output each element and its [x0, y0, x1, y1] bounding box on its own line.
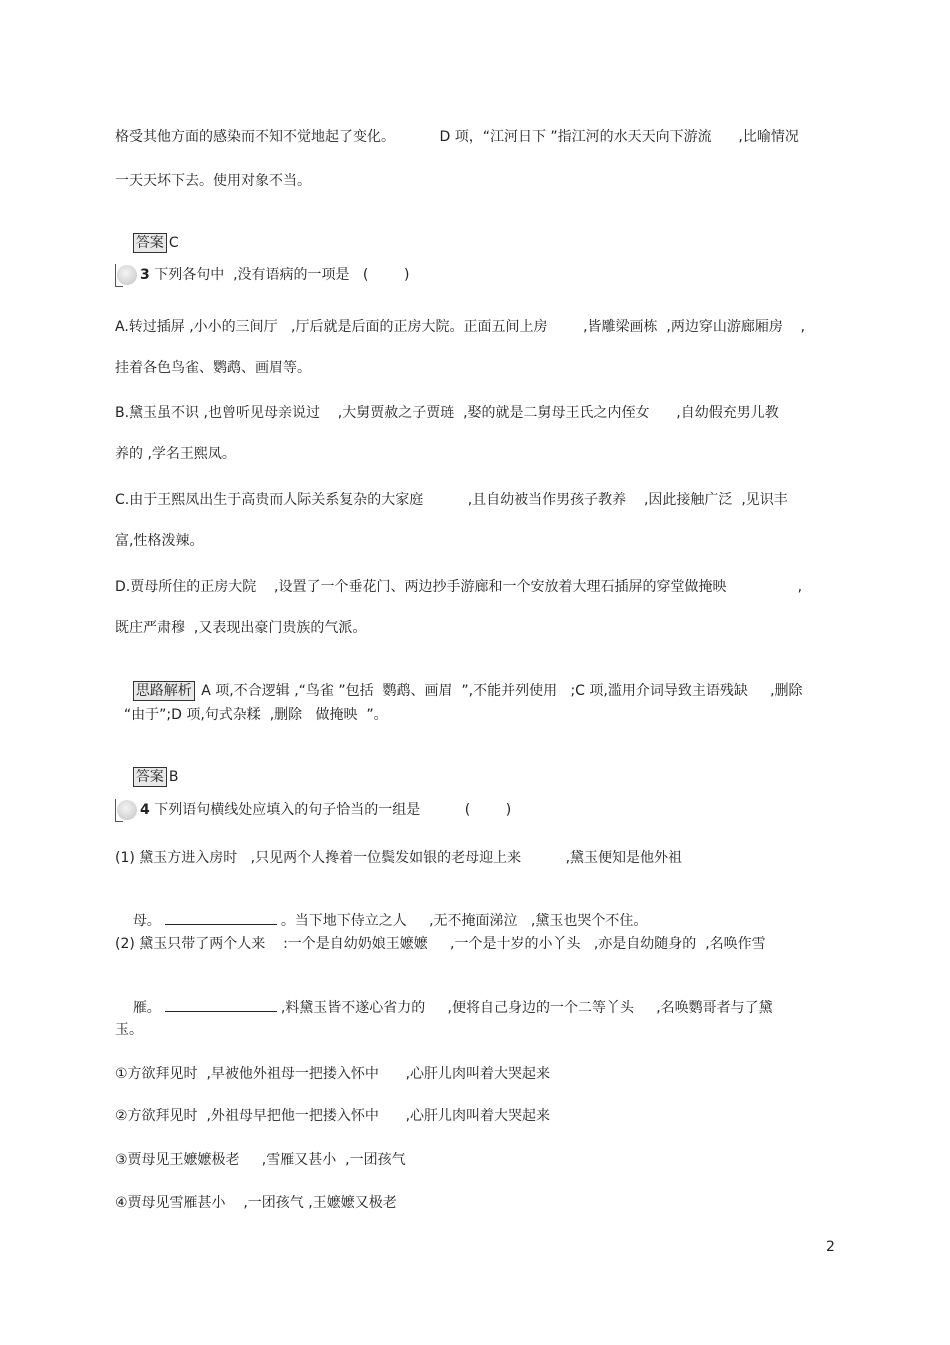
- question-text: 下列语句横线处应填入的句子恰当的一组是 ( ): [149, 802, 512, 818]
- option-d-line: D.贾母所住的正房大院 ,设置了一个垂花门、两边抄手游廊和一个安放着大理石插屏的穿堂做掩映 ,: [115, 579, 803, 595]
- answer-value: C: [168, 235, 179, 251]
- option-b-line: 养的 ,学名王熙凤。: [115, 446, 236, 462]
- answer-label: 答案: [133, 767, 167, 787]
- passage-line: (2) 黛玉只带了两个人来 :一个是自幼奶娘王嬷嬷 ,一个是十岁的小丫头 ,亦是自幼随身的 ,名唤作雪: [115, 936, 766, 952]
- option-c-line: 富,性格泼辣。: [115, 533, 204, 549]
- question-3-stem: [115, 264, 409, 286]
- answer-line: [115, 747, 178, 807]
- choice-item: ①方欲拜见时 ,早被他外祖母一把搂入怀中 ,心肝儿肉叫着大哭起来: [115, 1066, 551, 1082]
- explanation-label: 思路解析: [133, 681, 195, 701]
- passage-text: 母。: [132, 913, 161, 929]
- question-4-stem: [115, 799, 511, 821]
- option-a-line: 挂着各色鸟雀、鹦鹉、画眉等。: [115, 360, 311, 376]
- option-b-line: B.黛玉虽不识 ,也曾听见母亲说过 ,大舅贾赦之子贾琏 ,娶的就是二舅母王氏之内侄女 ,自幼假充男儿教: [115, 405, 779, 421]
- question-number: 3: [140, 267, 150, 283]
- answer-value: B: [168, 769, 179, 785]
- passage-line: (1) 黛玉方进入房时 ,只见两个人搀着一位鬓发如银的老母迎上来 ,黛玉便知是他外祖: [115, 850, 683, 866]
- passage-line: [115, 977, 773, 1038]
- passage-text: ,料黛玉皆不遂心省力的 ,便将自己身边的一个二等丫头 ,名唤鹦哥者与了黛: [280, 1000, 773, 1016]
- choice-item: ③贾母见王嬷嬷极老 ,雪雁又甚小 ,一团孩气: [115, 1152, 406, 1168]
- text-line: 格受其他方面的感染而不知不觉地起了变化。 D 项，“江河日下 ”指江河的水天天向下游流 ,比喻情况: [115, 129, 799, 145]
- passage-text: 雁。: [132, 1000, 161, 1016]
- answer-label: 答案: [133, 233, 167, 253]
- option-c-line: C.由于王熙凤出生于高贵而人际关系复杂的大家庭 ,且自幼被当作男孩子教养 ,因此接触广泛 ,见识丰: [115, 492, 788, 508]
- question-text: 下列各句中 ,没有语病的一项是 ( ): [149, 267, 410, 283]
- choice-item: ②方欲拜见时 ,外祖母早把他一把搂入怀中 ,心肝儿肉叫着大哭起来: [115, 1108, 551, 1124]
- explanation-line: “由于”;D 项,句式杂糅 ,删除 做掩映 ”。: [115, 707, 388, 723]
- option-a-line: A.转过插屏 ,小小的三间厅 ,厅后就是后面的正房大院。正面五间上房 ,皆雕梁画栋 ,两边穿山游廊厢房 ,: [115, 319, 806, 335]
- explanation-text: A 项,不合逻辑 ,“鸟雀 ”包括 鹦鹉、画眉 ”,不能并列使用 ;C 项,滥用介词导致主语残缺 ,删除: [196, 683, 803, 699]
- option-d-line: 既庄严肃穆 ,又表现出豪门贵族的气派。: [115, 620, 367, 636]
- text-line: 一天天坏下去。使用对象不当。: [115, 173, 311, 189]
- question-badge-icon: [115, 264, 137, 286]
- question-badge-icon: [115, 799, 137, 821]
- passage-line: 玉。: [115, 1022, 143, 1038]
- choice-item: ④贾母见雪雁甚小 ,一团孩气 ,王嬷嬷又极老: [115, 1195, 397, 1211]
- page-number: 2: [826, 1239, 835, 1255]
- fill-blank: [165, 910, 277, 925]
- fill-blank: [165, 997, 277, 1012]
- passage-text: 。当下地下侍立之人 ,无不掩面涕泣 ,黛玉也哭个不住。: [280, 913, 648, 929]
- question-number: 4: [140, 802, 150, 818]
